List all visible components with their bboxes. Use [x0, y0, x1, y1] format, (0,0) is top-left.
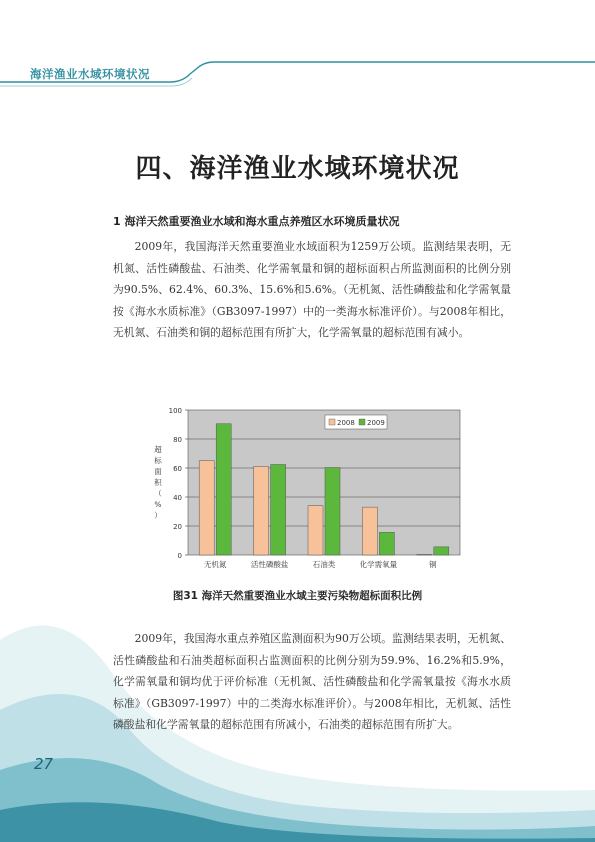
y-tick-label: 20	[173, 523, 182, 531]
section-title: 四、海洋渔业水域环境状况	[135, 154, 460, 184]
y-axis-label-char: %	[154, 500, 162, 509]
legend-swatch-2009	[359, 419, 365, 425]
subheading: 1 海洋天然重要渔业水域和海水重点养殖区水环境质量状况	[113, 215, 400, 228]
figure-caption: 图31 海洋天然重要渔业水域主要污染物超标面积比例	[172, 590, 423, 602]
legend-swatch-2008	[329, 419, 335, 425]
pollutant-bar-chart	[150, 400, 470, 578]
bar-2009-3	[379, 532, 394, 555]
y-axis-label-char: 积	[154, 478, 162, 487]
bar-2008-0	[199, 461, 214, 555]
bar-2009-0	[216, 424, 231, 555]
y-tick-label: 0	[177, 552, 182, 560]
y-axis-label-char: 标	[154, 456, 162, 465]
bar-2009-2	[325, 468, 340, 555]
x-tick-label: 铜	[429, 560, 437, 569]
bar-2008-4	[417, 554, 432, 555]
y-axis-label-char: 超	[154, 445, 162, 454]
bar-2009-4	[434, 547, 449, 555]
legend-label-2008: 2008	[337, 419, 355, 427]
y-tick-label: 40	[173, 494, 182, 502]
y-tick-label: 60	[173, 465, 182, 473]
paragraph-2: 2009年，我国海水重点养殖区监测面积为90万公顷。监测结果表明，无机氮、活性磷酸盐和石油类超标面积占监测面积的比例分别为59.9%、16.2%和5.9%，化学需氧量和铜均优于评价标准（无机氮、活性磷酸盐和化学需氧量按《海水水质标准》（GB3097-1997）中的二类海水标准评价）。与2008年相比，无机氮、活性磷酸盐和化学需氧量的超标范围有所减小，石油类的超标范围有所扩大。	[113, 632, 511, 732]
bar-2008-2	[308, 506, 323, 555]
y-tick-label: 100	[168, 407, 182, 415]
bar-2008-3	[362, 507, 377, 555]
y-axis-label-char: ）	[154, 511, 162, 520]
y-axis-label-char: （	[154, 489, 162, 498]
legend-label-2009: 2009	[367, 419, 385, 427]
page-number: 27	[34, 755, 54, 773]
bar-2009-1	[271, 465, 286, 555]
paragraph-1: 2009年，我国海洋天然重要渔业水域面积为1259万公顷。监测结果表明，无机氮、活性磷酸盐、石油类、化学需氧量和铜的超标面积占所监测面积的比例分别为90.5%、62.4%、60.3%、15.6%和5.6%。（无机氮、活性磷酸盐和化学需氧量按《海水水质标准》（GB3097-1997）中的一类海水标准评价）。与2008年相比，无机氮、石油类和铜的超标范围有所扩大，化学需氧量的超标范围有减小。	[113, 240, 511, 340]
y-axis-label-char: 面	[154, 467, 162, 476]
x-tick-label: 化学需氧量	[359, 560, 398, 569]
y-tick-label: 80	[173, 436, 182, 444]
running-header: 海洋渔业水域环境状况	[30, 67, 150, 81]
chart-svg	[150, 400, 470, 578]
bar-2008-1	[254, 467, 269, 555]
x-tick-label: 无机氮	[203, 560, 227, 569]
x-tick-label: 活性磷酸盐	[250, 560, 289, 569]
x-tick-label: 石油类	[312, 560, 336, 569]
